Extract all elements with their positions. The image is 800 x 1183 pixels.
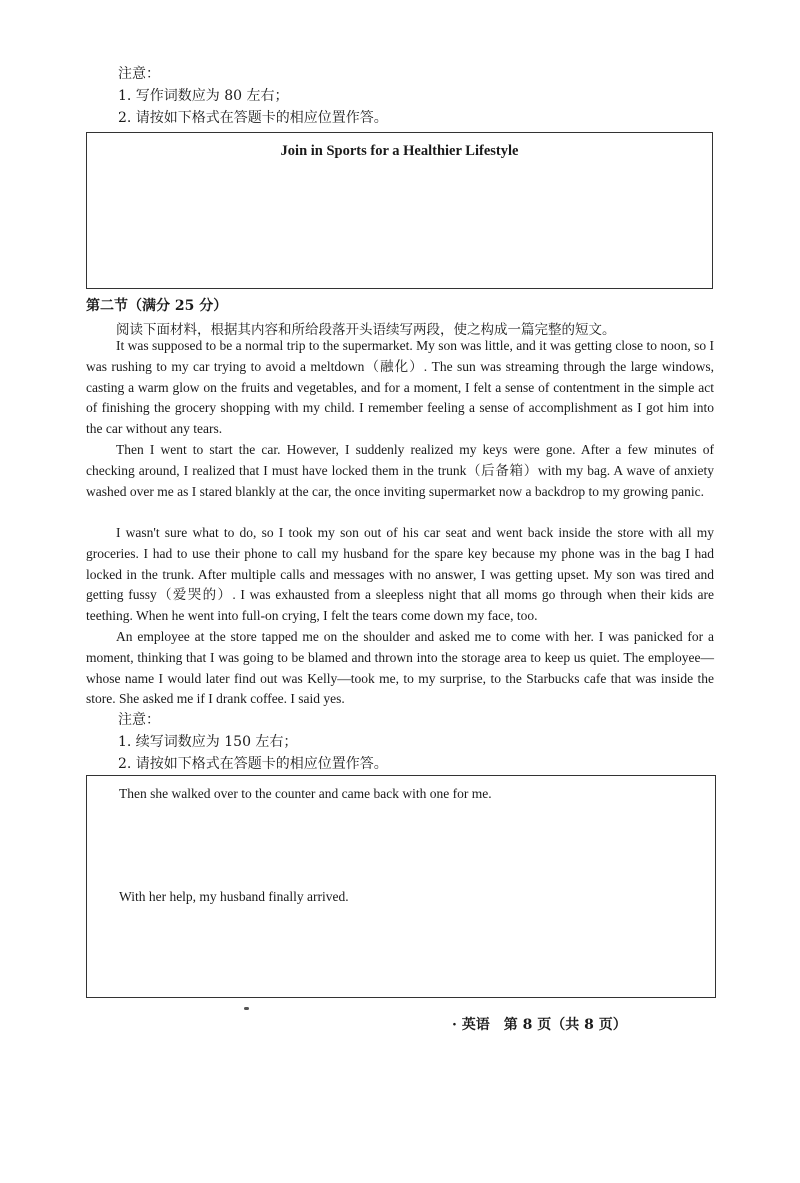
paragraph-opener-2: With her help, my husband finally arrived.: [119, 889, 349, 904]
writing-title: Join in Sports for a Healthier Lifestyle: [280, 143, 519, 159]
story-paragraph: An employee at the store tapped me on the shoulder and asked me to come with her. I was panicked for a moment, thinking that I was going to be blamed and thrown into the storage area to keep us quiet. The employee—whose name I would later find out was Kelly—took me, to my surprise, to the Starbucks cafe that was inside the store. She asked me if I drank coffee. I said yes.: [86, 629, 714, 707]
writing-answer-box[interactable]: [86, 132, 713, 289]
page-footer: · 英语 第 8 页（共 8 页）: [452, 1017, 627, 1033]
note-item: 1. 续写词数应为 150 左右；: [118, 734, 298, 750]
story-paragraph: Then I went to start the car. However, I suddenly realized my keys were gone. After a few minutes of checking around, I realized that I must have locked them in the trunk（后备箱）with my bag. A wave of anxiety washed over me as I stared blankly at the car, the once inviting supermarket now a backdrop to my growing panic.: [86, 442, 714, 499]
continuation-answer-box[interactable]: [86, 775, 716, 998]
note-item: 1. 写作词数应为 80 左右；: [118, 88, 289, 104]
notes-label-2: 注意：: [118, 712, 160, 728]
paragraph-opener-1: Then she walked over to the counter and came back with one for me.: [119, 786, 492, 801]
story-paragraph: I wasn't sure what to do, so I took my son out of his car seat and went back inside the store with all my groceries. I had to use their phone to call my husband for the spare key because my phone was in the bag I had locked in the trunk. After multiple calls and messages with no answer, I was getting upset. My son was tired and getting fussy（爱哭的）. I was exhausted from a sleepless night that all moms go through when their kids are teething. When he went into full-on crying, I felt the tears come down my face, too.: [86, 525, 714, 624]
note-item: 2. 请按如下格式在答题卡的相应位置作答。: [118, 756, 388, 772]
instruction-text: 阅读下面材料，根据其内容和所给段落开头语续写两段，使之构成一篇完整的短文。: [116, 322, 616, 338]
notes-label-1: 注意：: [118, 66, 160, 82]
section-heading: 第二节（满分 25 分）: [86, 298, 228, 314]
story-paragraph: It was supposed to be a normal trip to the supermarket. My son was little, and it was getting close to noon, so I was rushing to my car trying to avoid a meltdown（融化）. The sun was streaming through the large windows, casting a warm glow on the fruits and vegetables, and for a moment, I felt a sense of contentment in the simple act of finishing the grocery shopping with my child. I remember feeling a sense of accomplishment as I got him into the car without any tears.: [86, 338, 714, 437]
scan-mark: [244, 1007, 249, 1010]
note-item: 2. 请按如下格式在答题卡的相应位置作答。: [118, 110, 388, 126]
